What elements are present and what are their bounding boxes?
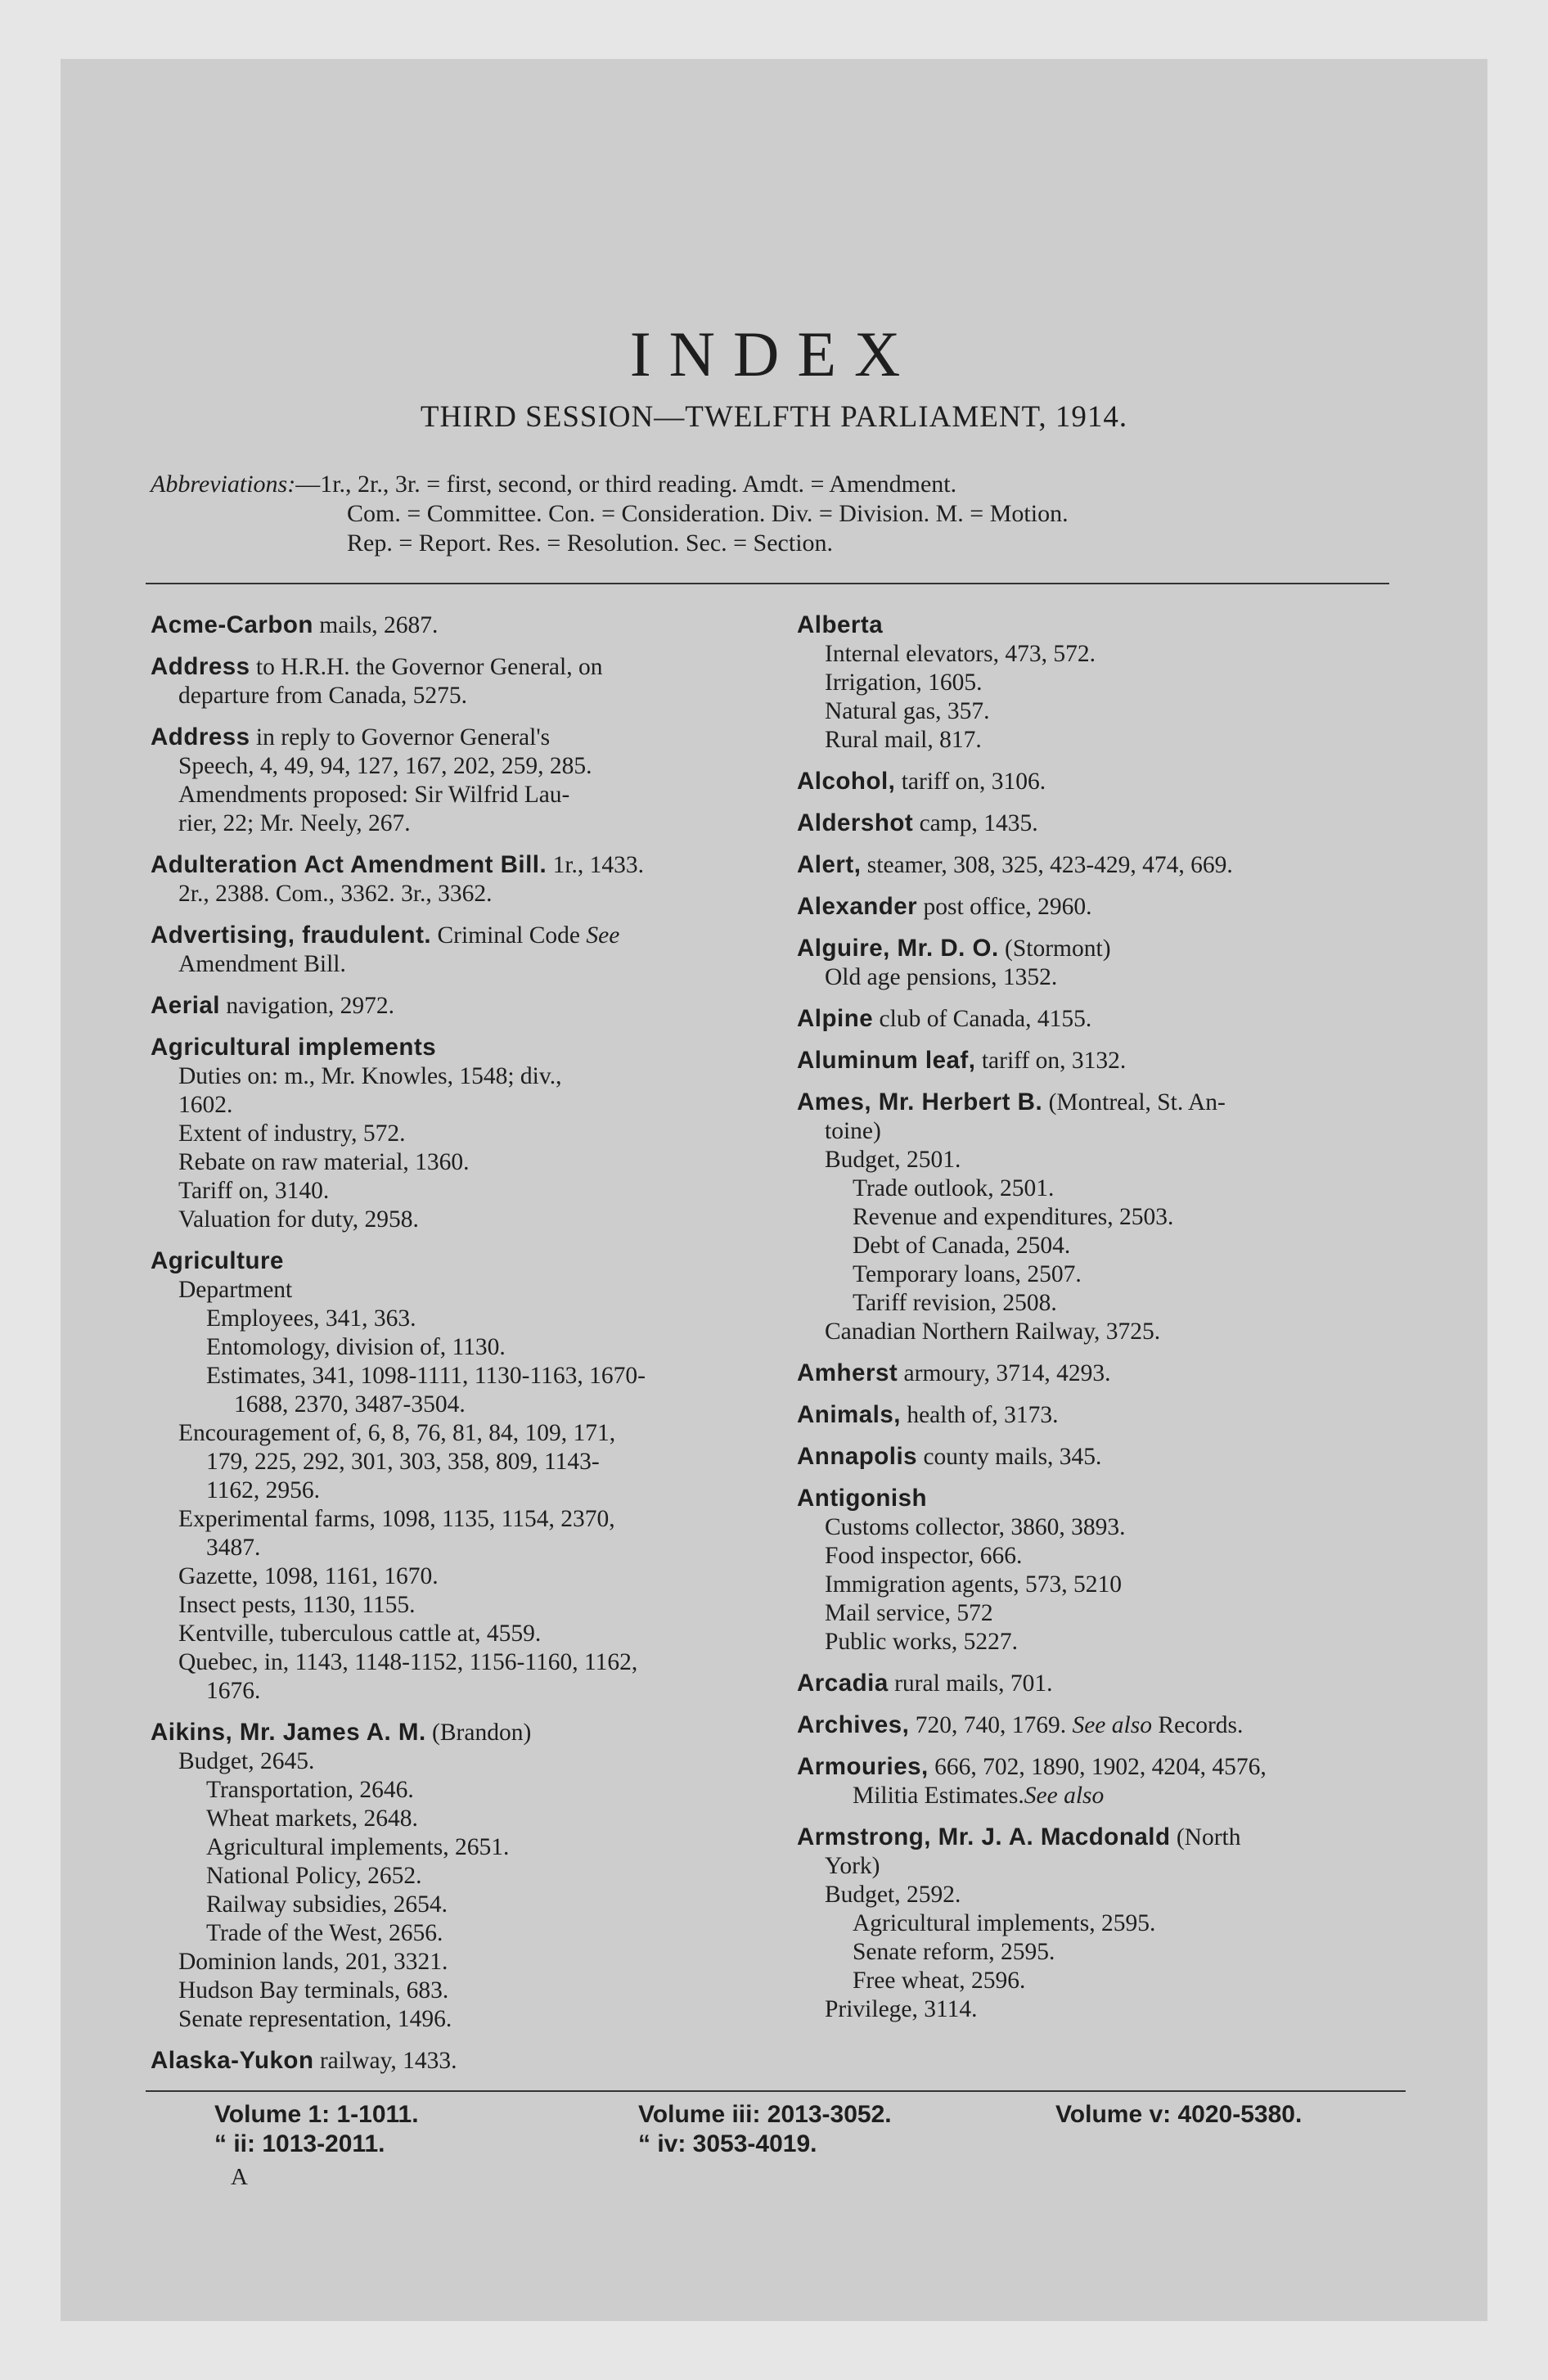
index-heading: Armstrong, Mr. J. A. Macdonald [797,1823,1171,1850]
index-text: Valuation for duty, 2958. [178,1206,419,1233]
index-text: National Policy, 2652. [206,1863,422,1889]
index-text: 1162, 2956. [206,1477,321,1503]
index-text: Duties on: m., Mr. Knowles, 1548; div., [178,1063,562,1089]
index-entry-heading-line [797,1359,1406,1388]
index-heading: Armouries, [797,1753,929,1780]
index-entry [797,892,1406,922]
index-entry [797,1711,1406,1740]
footer-volume-3: Volume iii: 2013-3052. [638,2101,892,2128]
index-entry [797,1004,1406,1034]
index-text: steamer, 308, 325, 423-429, 474, 669. [861,852,1233,878]
index-see: See also [1024,1783,1105,1809]
index-entry-subline [797,726,1406,755]
index-entry [151,723,756,838]
index-entry-heading-line [151,1246,756,1276]
abbreviations-line-3: Rep. = Report. Res. = Resolution. Sec. = Section. [347,530,834,557]
index-entry-subline [151,1305,756,1333]
bottom-divider [146,2090,1406,2092]
index-entry-heading-line [797,892,1406,922]
index-text: Insect pests, 1130, 1155. [178,1592,416,1618]
index-heading: Alpine [797,1005,874,1032]
index-text: Militia Estimates. [853,1783,1024,1809]
index-entry-subline [151,1919,756,1948]
index-entry-subline [151,1120,756,1148]
index-text: Agricultural implements, 2595. [853,1910,1156,1936]
index-entry-heading-line [797,1711,1406,1740]
index-entry-subline [151,1276,756,1305]
index-text: Budget, 2645. [178,1748,315,1774]
index-text: camp, 1435. [913,810,1038,836]
index-text: health of, 3173. [900,1402,1059,1428]
index-text: Estimates, 341, 1098-1111, 1130-1163, 1670- [206,1363,646,1389]
index-heading: Acme-Carbon [151,611,313,638]
abbreviations-label: Abbreviations: [151,471,296,498]
index-entry-heading-line [151,2046,756,2076]
index-heading: Alberta [797,611,884,638]
index-entry-subline [797,640,1406,669]
index-text: Encouragement of, 6, 8, 76, 81, 84, 109, 171, [178,1420,616,1446]
index-text: Quebec, in, 1143, 1148-1152, 1156-1160, 1162, [178,1649,638,1675]
index-text: Amendments proposed: Sir Wilfrid Lau- [178,782,570,808]
index-entry-subline [151,752,756,781]
index-text: mails, 2687. [313,612,439,638]
index-entry-subline [797,1967,1406,1995]
index-text: Free wheat, 2596. [853,1968,1026,1994]
index-heading: Ames, Mr. Herbert B. [797,1089,1043,1116]
index-text: club of Canada, 4155. [873,1006,1092,1032]
index-entry-subline [151,1977,756,2005]
index-text: Irrigation, 1605. [825,669,983,696]
footer-volume-5: Volume v: 4020-5380. [1055,2101,1303,2128]
index-text: Criminal Code [431,922,580,949]
index-text: Department [178,1277,293,1303]
footer-volume-1: Volume 1: 1-1011. [214,2101,419,2128]
index-entry [151,1033,756,1234]
index-entry-subline [151,1091,756,1120]
index-text: (Brandon) [425,1720,532,1746]
index-entry-subline [151,880,756,908]
index-text: Trade outlook, 2501. [853,1175,1055,1201]
index-heading: Antigonish [797,1485,928,1512]
index-entry-heading-line [151,611,756,640]
index-text: tariff on, 3132. [975,1048,1127,1074]
index-text: Railway subsidies, 2654. [206,1891,448,1918]
index-entry-heading-line [797,1046,1406,1075]
index-entry [797,1359,1406,1388]
index-entry-heading-line [151,652,756,682]
index-heading: Archives, [797,1711,910,1738]
index-heading: Alexander [797,893,918,920]
right-column [797,611,1406,2036]
index-text: (North [1170,1824,1241,1850]
index-text: Transportation, 2646. [206,1777,414,1803]
index-entry-subline [797,669,1406,697]
index-entry-heading-line [797,809,1406,838]
index-heading: Aluminum leaf, [797,1047,976,1074]
index-entry-subline [151,1148,756,1177]
index-entry-subline [797,1852,1406,1881]
index-text: Old age pensions, 1352. [825,964,1058,990]
index-entry-heading-line [797,1088,1406,1117]
index-entry [797,611,1406,755]
index-entry-subline [151,1448,756,1476]
footer-volume-2: “ ii: 1013-2011. [214,2130,385,2157]
index-text: Agricultural implements, 2651. [206,1834,510,1860]
index-heading: Agricultural implements [151,1034,437,1061]
index-text: Temporary loans, 2507. [853,1261,1082,1287]
index-entry-subline [151,781,756,809]
index-entry-heading-line [151,1718,756,1747]
signature-mark: A [231,2164,248,2190]
index-text: (Montreal, St. An- [1042,1089,1226,1116]
index-entry-subline [151,1562,756,1591]
index-entry-subline [151,682,756,710]
index-heading: Arcadia [797,1670,889,1697]
index-text: Experimental farms, 1098, 1135, 1154, 2370, [178,1506,615,1532]
index-entry-subline [797,1909,1406,1938]
index-entry-subline [797,1203,1406,1232]
index-entry [797,809,1406,838]
index-text: Privilege, 3114. [825,1996,978,2022]
index-entry-heading-line [797,1400,1406,1430]
index-entry-subline [151,1648,756,1677]
index-heading: Alcohol, [797,768,896,795]
index-heading: Aldershot [797,809,914,836]
index-entry-subline [151,1805,756,1833]
index-entry-subline [797,1117,1406,1146]
index-entry-heading-line [151,921,756,950]
index-text: Wheat markets, 2648. [206,1805,418,1832]
index-heading: Alaska-Yukon [151,2047,314,2074]
index-entry-subline [797,1782,1406,1810]
index-text: Entomology, division of, 1130. [206,1334,506,1360]
index-entry-heading-line [797,611,1406,640]
index-entry-subline [151,1534,756,1562]
index-entry-subline [151,1591,756,1620]
index-entry-subline [151,809,756,838]
abbreviations-line-1: —1r., 2r., 3r. = first, second, or third reading. Amdt. = Amendment. [295,471,957,498]
index-entry [797,1442,1406,1472]
index-entry-heading-line [797,850,1406,880]
index-entry-subline [151,1620,756,1648]
index-entry [797,1752,1406,1810]
index-text: Revenue and expenditures, 2503. [853,1204,1174,1230]
index-text: Canadian Northern Railway, 3725. [825,1318,1161,1345]
index-entry-subline [797,1938,1406,1967]
index-entry [797,1669,1406,1698]
index-entry-subline [151,1333,756,1362]
index-text: departure from Canada, 5275. [178,683,468,709]
index-entry-subline [151,1948,756,1977]
index-entry [797,1088,1406,1346]
index-text: Hudson Bay terminals, 683. [178,1977,449,2004]
index-text: Internal elevators, 473, 572. [825,641,1096,667]
index-entry [151,2046,756,2076]
index-see: See also [1066,1712,1152,1738]
index-text: 1602. [178,1092,233,1118]
index-heading: Alguire, Mr. D. O. [797,935,999,962]
index-entry-heading-line [797,1669,1406,1698]
index-entry-subline [151,1362,756,1391]
index-entry-heading-line [151,991,756,1021]
abbreviations [151,470,1427,558]
index-text: Rebate on raw material, 1360. [178,1149,470,1175]
index-entry-subline [151,1677,756,1706]
index-entry-heading-line [797,934,1406,963]
page-title: INDEX [629,318,919,390]
footer-volumes-1-2 [214,2100,419,2159]
index-text: Tariff on, 3140. [178,1178,330,1204]
index-entry-subline [797,1232,1406,1260]
index-text: tariff on, 3106. [895,769,1046,795]
index-text: Tariff revision, 2508. [853,1290,1057,1316]
index-entry-subline [797,1881,1406,1909]
index-text: Speech, 4, 49, 94, 127, 167, 202, 259, 285. [178,753,592,779]
index-text: Rural mail, 817. [825,727,982,753]
index-entry-heading-line [797,1484,1406,1513]
index-entry-heading-line [797,1004,1406,1034]
index-text: 2r., 2388. Com., 3362. 3r., 3362. [178,881,493,907]
index-entry-subline [151,1419,756,1448]
index-text: 720, 740, 1769. [909,1712,1067,1738]
index-entry [151,1718,756,2034]
index-text: Extent of industry, 572. [178,1120,406,1147]
index-heading: Advertising, fraudulent. [151,922,432,949]
index-entry-subline [151,1505,756,1534]
index-entry-subline [151,1862,756,1891]
index-entry [797,1823,1406,2024]
index-entry-heading-line [797,1442,1406,1472]
index-entry-heading-line [151,1033,756,1062]
index-entry [151,921,756,979]
index-text: Kentville, tuberculous cattle at, 4559. [178,1620,542,1647]
index-text: Trade of the West, 2656. [206,1920,443,1946]
index-entry-subline [797,963,1406,992]
index-text: county mails, 345. [917,1444,1102,1470]
index-text: Immigration agents, 573, 5210 [825,1571,1122,1598]
index-heading: Alert, [797,851,862,878]
index-entry-subline [151,1177,756,1206]
index-entry-subline [151,2005,756,2034]
index-entry-subline [797,697,1406,726]
index-heading: Adulteration Act Amendment Bill. [151,851,547,878]
index-text: 1r., 1433. [547,852,645,878]
footer-volumes-5 [1055,2100,1302,2130]
index-entry-subline [797,1995,1406,2024]
index-entry-heading-line [797,1823,1406,1852]
index-entry-subline [797,1571,1406,1599]
index-entry-subline [151,1476,756,1505]
index-text: Customs collector, 3860, 3893. [825,1514,1126,1540]
index-text: post office, 2960. [917,894,1092,920]
index-entry [797,934,1406,992]
index-entry-subline [797,1628,1406,1657]
index-text: Mail service, 572 [825,1600,993,1626]
index-entry-subline [797,1260,1406,1289]
index-text: rural mails, 701. [888,1670,1053,1697]
footer-volumes-3-4 [638,2100,892,2159]
index-text: Dominion lands, 201, 3321. [178,1949,448,1975]
footer-volume-4: “ iv: 3053-4019. [638,2130,817,2157]
index-text: York) [825,1853,880,1879]
index-entry-subline [151,1776,756,1805]
index-entry-subline [797,1599,1406,1628]
left-column [151,611,756,2088]
index-text: to H.R.H. the Governor General, on [250,654,603,680]
index-heading: Aikins, Mr. James A. M. [151,1719,426,1746]
index-text: railway, 1433. [313,2048,457,2074]
index-text: 3487. [206,1535,261,1561]
index-entry [797,1046,1406,1075]
index-text: Public works, 5227. [825,1629,1018,1655]
index-heading: Aerial [151,992,220,1019]
index-entry-heading-line [797,1752,1406,1782]
index-entry [151,991,756,1021]
index-text: 179, 225, 292, 301, 303, 358, 809, 1143- [206,1449,600,1475]
index-entry [797,850,1406,880]
index-text: armoury, 3714, 4293. [898,1360,1111,1386]
index-text: (Stormont) [998,935,1111,962]
index-entry [797,767,1406,796]
index-entry [151,652,756,710]
index-entry-subline [151,1891,756,1919]
index-entry-subline [151,1206,756,1234]
index-entry-subline [797,1174,1406,1203]
index-heading: Address [151,723,250,751]
index-text: 1688, 2370, 3487-3504. [234,1391,466,1418]
index-heading: Agriculture [151,1247,284,1274]
index-see: See [580,922,620,949]
index-entry-subline [151,1833,756,1862]
index-entry [151,850,756,908]
index-text: Senate reform, 2595. [853,1939,1055,1965]
index-entry [151,1246,756,1706]
index-text: Gazette, 1098, 1161, 1670. [178,1563,439,1589]
index-entry-subline [797,1146,1406,1174]
index-heading: Address [151,653,250,680]
index-text: 666, 702, 1890, 1902, 4204, 4576, [928,1754,1267,1780]
index-heading: Animals, [797,1401,901,1428]
index-text: navigation, 2972. [220,993,395,1019]
index-entry-subline [151,1062,756,1091]
index-entry [797,1400,1406,1430]
index-text: rier, 22; Mr. Neely, 267. [178,810,411,836]
index-entry-subline [797,1289,1406,1318]
index-entry-heading-line [151,850,756,880]
index-entry-subline [151,1391,756,1419]
index-text: Budget, 2592. [825,1882,961,1908]
index-text: Budget, 2501. [825,1147,961,1173]
index-entry-subline [797,1542,1406,1571]
index-entry [797,1484,1406,1657]
index-entry-subline [151,950,756,979]
index-entry-heading-line [797,767,1406,796]
index-text: Senate representation, 1496. [178,2006,452,2032]
index-entry-heading-line [151,723,756,752]
index-entry-subline [151,1747,756,1776]
page-subtitle: THIRD SESSION—TWELFTH PARLIAMENT, 1914. [420,400,1128,434]
index-text: Employees, 341, 363. [206,1305,416,1332]
index-text: in reply to Governor General's [250,724,551,751]
index-text: 1676. [206,1678,261,1704]
index-heading: Annapolis [797,1443,918,1470]
index-heading: Amherst [797,1359,898,1386]
index-text: Amendment Bill. [178,951,346,977]
top-divider [146,583,1389,584]
index-text: Natural gas, 357. [825,698,990,724]
index-text: Records. [1151,1712,1244,1738]
index-entry [151,611,756,640]
index-text: Food inspector, 666. [825,1543,1023,1569]
index-text: Debt of Canada, 2504. [853,1233,1071,1259]
index-entry-subline [797,1513,1406,1542]
abbreviations-line-2: Com. = Committee. Con. = Consideration. Div. = Division. M. = Motion. [347,500,1069,527]
index-text: toine) [825,1118,881,1144]
index-entry-subline [797,1318,1406,1346]
